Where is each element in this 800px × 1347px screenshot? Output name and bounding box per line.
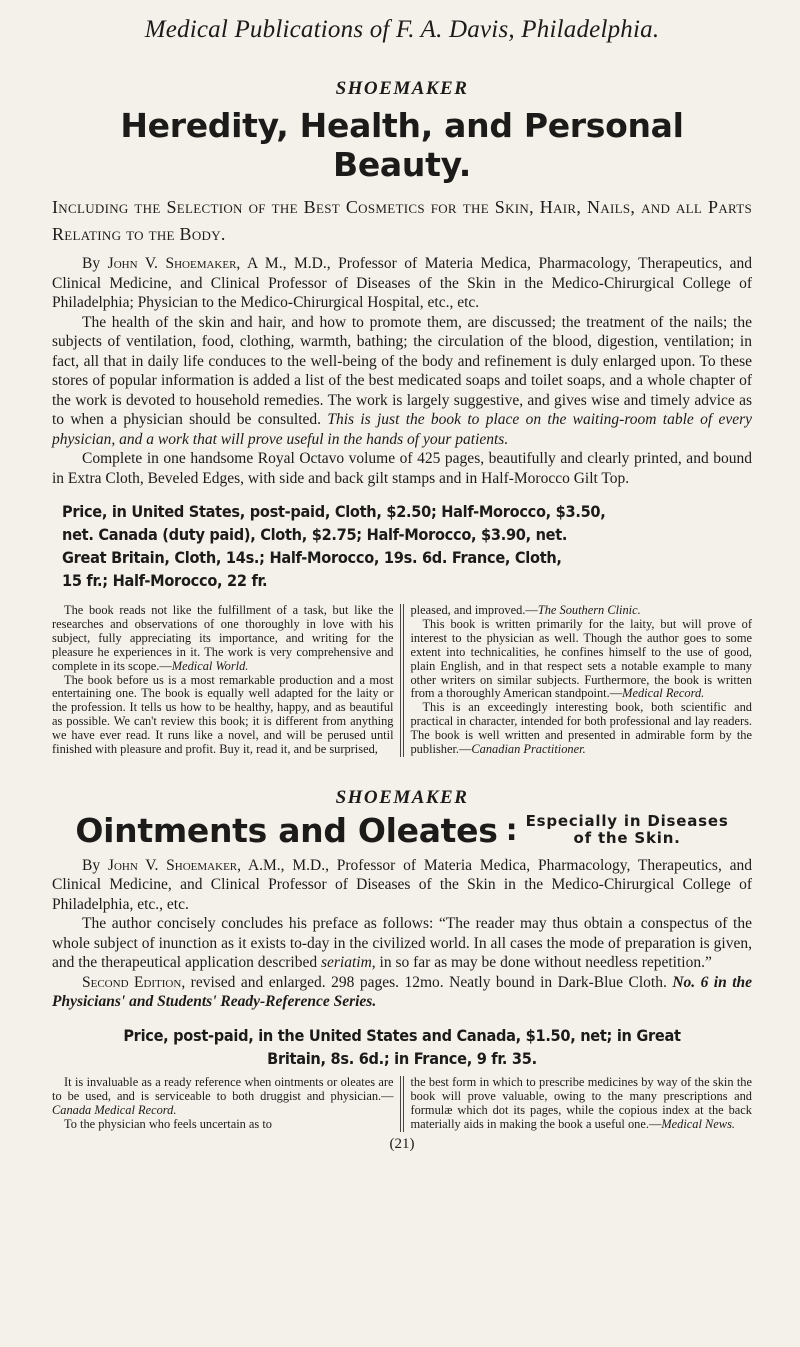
- author-tag: SHOEMAKER: [335, 786, 469, 808]
- binding-paragraph: Complete in one handsome Royal Octavo volume of 425 pages, beautifully and clearly printed, and bound in Extra Cloth, Beveled Edges, with side and back gilt stamps and in Half-Morocco Gilt Top.: [52, 450, 752, 487]
- description-paragraph: The health of the skin and hair, and how to promote them, are discussed; the treatment of the nails; the subjects of ventilation, food, clothing, warmth, bathing; the circulation of the blood, digestion, ventilation; in fact, all that in daily life conduces to the well-being of the body and refinement is duly enlarged upon. To these stores of popular information is added a list of the best medicated soaps and toilet soaps, and a whole chapter of the work is devoted to household remedies. The work is largely suggestive, and gives wise and timely advice as to when a physician should be consulted. This is just the book to place on the waiting-room table of every physician, and a work that will prove useful in the hands of your patients.: [52, 313, 752, 448]
- book-description: [52, 254, 752, 488]
- edition-paragraph: Second Edition, revised and enlarged. 298 pages. 12mo. Neatly bound in Dark-Blue Cloth. No. 6 in the Physicians' and Students' Ready-Reference Series.: [52, 973, 752, 1011]
- byline: By John V. Shoemaker, A.M., M.D., Professor of Materia Medica, Pharmacology, Therapeutics, and Clinical Medicine, and Clinical Professor of Diseases of the Skin in the Medico-Chirurgical College of Philadelphia, etc., etc.: [52, 856, 753, 913]
- book-title-qualifier: Especially in Diseases of the Skin.: [525, 812, 729, 848]
- price-line: net. Canada (duty paid), Cloth, $2.75; Half-Morocco, $3.90, net.: [62, 525, 568, 544]
- author-name: John V. Shoemaker: [107, 255, 237, 272]
- review-column-right: pleased, and improved.—The Southern Clinic. This book is written primarily for the laity, but will prove of interest to the physician as well. Though the author goes to some extent into technicalities, he confines himself to the use of good, plain English, and in that respect sets a notable example to many other writers on similar subjects. Furthermore, the book is written from a thoroughly American standpoint.—Medical Record. This is an exceedingly interesting book, both scientific and practical in character, intended for both professional and lay readers. The book is well written and presented in admirable form by the publisher.—Canadian Practitioner.: [410, 603, 752, 757]
- review-source: Canadian Practitioner.: [471, 742, 586, 757]
- running-head: Medical Publications of F. A. Davis, Philadelphia.: [144, 16, 660, 43]
- price-line: Price, post-paid, in the United States and Canada, $1.50, net; in Great: [123, 1025, 681, 1045]
- book-title: Ointments and Oleates: [75, 810, 498, 850]
- preface-paragraph: The author concisely concludes his preface as follows: “The reader may thus obtain a conspectus of the whole subject of inunction as it exists to-day in the civilized world. In all cases the mode of preparation is given, and the therapeutical application described seriatim, in so far as may be done without needless repetition.”: [52, 915, 752, 972]
- price-line: 15 fr.; Half-Morocco, 22 fr.: [62, 571, 268, 590]
- review-source: Medical Record.: [622, 686, 705, 701]
- byline: By John V. Shoemaker, A M., M.D., Professor of Materia Medica, Pharmacology, Therapeutics, and Clinical Medicine, and Clinical Professor of Diseases of the Skin in the Medico-Chirurgical College of Philadelphia; Physician to the Medico-Chirurgical Hospital, etc., etc.: [52, 255, 753, 311]
- price-line: Britain, 8s. 6d.; in France, 9 fr. 35.: [267, 1048, 537, 1068]
- page-number: (21): [389, 1135, 415, 1152]
- review-column-left: The book reads not like the fulfillment of a task, but like the researches and observations of one thoroughly in love with his subject, fully appreciating its importance, and writing for the pleasure he experiences in it. The work is very comprehensive and complete in its scope.—Medical World. The book before us is a most remarkable production and a most entertaining one. The book is equally well adapted for the laity or the profession. It tells us how to be healthy, happy, and as beautiful as possible. We can't review this book; it is different from anything we have ever read. It runs like a novel, and will be perused until finished with pleasure and profit. Buy it, read it, and be surprised,: [52, 603, 394, 757]
- book-title-row: Ointments and Oleates : Especially in Diseases of the Skin.: [75, 810, 729, 850]
- price-block: [52, 1024, 752, 1070]
- book-entry-heredity: [52, 78, 752, 757]
- price-line: Great Britain, Cloth, 14s.; Half-Morocco, 19s. 6d. France, Cloth,: [62, 548, 562, 567]
- press-reviews: [52, 604, 752, 757]
- review-source: Medical World.: [171, 658, 249, 673]
- price-block: [62, 500, 752, 592]
- book-description: [52, 856, 752, 1012]
- review-source: Medical News.: [661, 1116, 735, 1131]
- catalog-page: [52, 0, 752, 1153]
- author-tag: SHOEMAKER: [335, 78, 469, 99]
- column-divider: [400, 1076, 405, 1132]
- book-title: Heredity, Health, and Personal Beauty.: [120, 106, 684, 184]
- review-column-left: It is invaluable as a ready reference when ointments or oleates are to be used, and is serviceable to both druggist and physician.—Canada Medical Record. To the physician who feels uncertain as to: [52, 1074, 394, 1131]
- press-reviews: [52, 1076, 752, 1132]
- column-divider: [400, 604, 405, 757]
- author-name: John V. Shoemaker: [107, 856, 238, 874]
- description-emphasis: This is just the book to place on the waiting-room table of every physician, and a work that will prove useful in the hands of your patients.: [52, 411, 752, 448]
- review-source: The Southern Clinic.: [537, 603, 641, 617]
- series-note: No. 6 in the Physicians' and Students' Ready-Reference Series.: [52, 973, 752, 1011]
- book-subtitle: Including the Selection of the Best Cosmetics for the Skin, Hair, Nails, and all Parts Relating to the Body.: [52, 197, 752, 244]
- review-source: Canada Medical Record.: [52, 1102, 177, 1117]
- book-entry-ointments: [52, 787, 752, 1153]
- price-line: Price, in United States, post-paid, Cloth, $2.50; Half-Morocco, $3.50,: [62, 502, 606, 521]
- review-column-right: the best form in which to prescribe medicines by way of the skin the book will prove valuable, owing to the many prescriptions and formulæ which dot its pages, while the copious index at the back materially aids in making the book a useful one.—Medical News.: [410, 1074, 752, 1131]
